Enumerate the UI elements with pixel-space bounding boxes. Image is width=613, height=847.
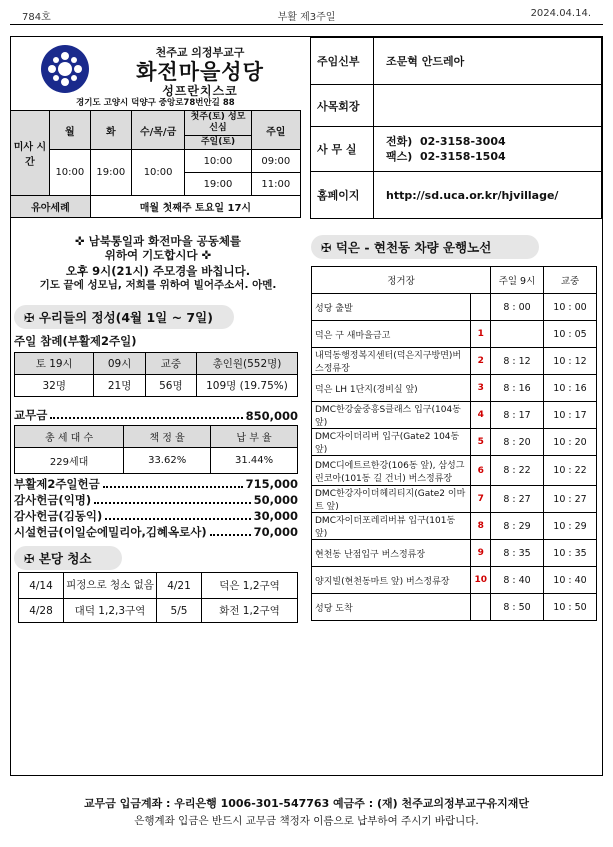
shuttle-stop-name: 내덕동행정복지센터(덕은지구방면)버스정류장	[312, 348, 471, 375]
offering-title	[14, 305, 234, 329]
tithe-value: 33.62%	[124, 448, 211, 474]
church-logo-icon	[40, 44, 90, 94]
cleaning-cell: 4/14	[19, 573, 64, 599]
prayer-line: 오후 9시(21시) 주모경을 바칩니다.	[65, 264, 251, 278]
cross-icon: ✠	[321, 240, 332, 255]
shuttle-stop-number: 5	[471, 429, 491, 456]
shuttle-stop-row	[312, 594, 597, 621]
shuttle-stop-number	[471, 294, 491, 321]
shuttle-time-main: 10 : 27	[544, 486, 597, 513]
tithe-label: 교무금	[14, 408, 48, 422]
phone-number: 02-3158-3004	[419, 135, 506, 148]
tithe-value: 31.44%	[211, 448, 298, 474]
offering-items	[14, 476, 298, 540]
att-value: 21명	[94, 375, 145, 397]
offering-item	[14, 492, 298, 508]
mass-header: 주일	[251, 111, 300, 150]
shuttle-stop-number: 3	[471, 375, 491, 402]
offering-item-label: 감사헌금(김동익)	[14, 509, 103, 523]
offering-item-label: 시설헌금(이일순에밀리아,김혜옥로사)	[14, 525, 207, 539]
tithe-header: 총 세 대 수	[15, 426, 124, 448]
shuttle-time-9: 8 : 12	[491, 348, 544, 375]
offering-item-value: 30,000	[253, 509, 298, 523]
cleaning-title	[14, 546, 122, 570]
shuttle-stop-row	[312, 540, 597, 567]
mass-time: 10:00	[49, 150, 90, 196]
mass-header: 월	[49, 111, 90, 150]
tithe-value: 229세대	[15, 448, 124, 474]
shuttle-time-9: 8 : 29	[491, 513, 544, 540]
offering-item-value: 715,000	[245, 477, 298, 491]
shuttle-stop-row	[312, 321, 597, 348]
council-label: 사목회장	[311, 85, 374, 127]
shuttle-stop-name: 성당 출발	[312, 294, 471, 321]
shuttle-stop-number: 10	[471, 567, 491, 594]
shuttle-time-9: 8 : 16	[491, 375, 544, 402]
header-rule	[10, 24, 603, 25]
church-name: 화전마을성당	[136, 60, 264, 84]
cleaning-cell: 피정으로 청소 없음	[64, 573, 157, 599]
offering-item-label: 부활제2주일헌금	[14, 477, 100, 491]
shuttle-time-9: 8 : 35	[491, 540, 544, 567]
shuttle-stop-name: DMC디에트르한강(106동 앞), 삼성그린코아(101동 길 건너) 버스정류장	[312, 456, 471, 486]
mass-time: 19:00	[185, 173, 251, 196]
shuttle-title-text: 덕은 - 현천동 차량 운행노선	[335, 240, 492, 255]
prayer-line: ✜ 남북통일과 화전마을 공동체를	[74, 234, 242, 248]
att-header: 교중	[145, 353, 196, 375]
cleaning-cell: 덕은 1,2구역	[202, 573, 298, 599]
fax-label: 팩스)	[386, 150, 413, 163]
offering-item-label: 감사헌금(익명)	[14, 493, 92, 507]
homepage-label: 홈페이지	[311, 172, 374, 219]
info-table	[310, 37, 602, 219]
att-value: 32명	[15, 375, 94, 397]
issue-number: 784호	[22, 12, 51, 23]
mass-label: 미사 시간	[11, 111, 50, 196]
shuttle-time-main: 10 : 16	[544, 375, 597, 402]
phone-label: 전화)	[386, 135, 413, 148]
prayer-line: 위하여 기도합시다 ✜	[104, 248, 212, 262]
mass-time: 11:00	[251, 173, 300, 196]
att-header: 토 19시	[15, 353, 94, 375]
shuttle-stop-number: 2	[471, 348, 491, 375]
shuttle-stop-number	[471, 594, 491, 621]
shuttle-time-main: 10 : 40	[544, 567, 597, 594]
shuttle-stop-name: 덕은 LH 1단지(경비실 앞)	[312, 375, 471, 402]
shuttle-stop-name: 현천동 난점입구 버스정류장	[312, 540, 471, 567]
shuttle-time-main: 10 : 17	[544, 402, 597, 429]
shuttle-header: 교중	[544, 267, 597, 294]
tithe-header: 납 부 율	[211, 426, 298, 448]
shuttle-time-main: 10 : 12	[544, 348, 597, 375]
shuttle-stop-number: 1	[471, 321, 491, 348]
mass-header: 수/목/금	[131, 111, 185, 150]
shuttle-header: 정거장	[312, 267, 491, 294]
shuttle-stop-row	[312, 513, 597, 540]
shuttle-stop-name: DMC자이더포레리버뷰 입구(101동 앞)	[312, 513, 471, 540]
shuttle-header: 주일 9시	[491, 267, 544, 294]
cleaning-cell: 화전 1,2구역	[202, 599, 298, 623]
shuttle-time-9: 8 : 00	[491, 294, 544, 321]
office-label: 사 무 실	[311, 127, 374, 172]
footer-account: 교무금 입금계좌 : 우리은행 1006-301-547763 예금주 : (재) 천주교의정부교구유지재단	[83, 797, 530, 810]
prayer-block	[14, 234, 302, 292]
shuttle-time-9: 8 : 17	[491, 402, 544, 429]
shuttle-stop-name: DMC한강자이더헤리티지(Gate2 이마트 앞)	[312, 486, 471, 513]
shuttle-stop-name: DMC한강숲중흥S클래스 입구(104동 앞)	[312, 402, 471, 429]
cleaning-cell: 4/28	[19, 599, 64, 623]
cleaning-table	[18, 572, 298, 623]
shuttle-stop-name: 양지빌(현천동마트 앞) 버스정류장	[312, 567, 471, 594]
cleaning-cell: 5/5	[157, 599, 202, 623]
shuttle-time-main: 10 : 20	[544, 429, 597, 456]
shuttle-time-9: 8 : 50	[491, 594, 544, 621]
shuttle-time-main: 10 : 00	[544, 294, 597, 321]
infant-baptism-label: 유아세례	[11, 196, 91, 218]
shuttle-stop-row	[312, 294, 597, 321]
shuttle-time-main: 10 : 05	[544, 321, 597, 348]
mass-header-firstsat: 첫주(토) 성모신심	[185, 111, 250, 136]
shuttle-time-9	[491, 321, 544, 348]
shuttle-table	[311, 266, 597, 621]
pastor-value: 조문혁 안드레아	[374, 38, 602, 85]
cross-icon: ✠	[24, 551, 35, 566]
homepage-link[interactable]: http://sd.uca.or.kr/hjvillage/	[374, 172, 602, 219]
shuttle-title	[311, 235, 539, 259]
att-value: 109명 (19.75%)	[197, 375, 298, 397]
infant-baptism-value: 매월 첫째주 토요일 17시	[90, 196, 300, 218]
shuttle-stop-row	[312, 402, 597, 429]
shuttle-stop-row	[312, 348, 597, 375]
cleaning-cell: 대덕 1,2,3구역	[64, 599, 157, 623]
offering-item-value: 70,000	[253, 525, 298, 539]
shuttle-stop-number: 8	[471, 513, 491, 540]
council-value	[374, 85, 602, 127]
mass-time: 10:00	[131, 150, 185, 196]
att-header: 총인원(552명)	[197, 353, 298, 375]
shuttle-stop-name: 덕은 구 새마을금고	[312, 321, 471, 348]
attendance-label: 주일 참례(부활제2주일)	[14, 334, 137, 348]
tithe-header: 책 정 율	[124, 426, 211, 448]
shuttle-time-9: 8 : 27	[491, 486, 544, 513]
att-header: 09시	[94, 353, 145, 375]
shuttle-stop-row	[312, 567, 597, 594]
offering-item	[14, 524, 298, 540]
shuttle-stop-row	[312, 375, 597, 402]
fax-number: 02-3158-1504	[419, 150, 506, 163]
shuttle-time-9: 8 : 20	[491, 429, 544, 456]
shuttle-stop-number: 7	[471, 486, 491, 513]
prayer-line: 기도 끝에 성모님, 저희를 위하여 빌어주소서. 아멘.	[39, 279, 277, 291]
shuttle-stop-row	[312, 429, 597, 456]
attendance-table	[14, 352, 298, 397]
tithe-value: 850,000	[245, 409, 298, 423]
shuttle-stop-row	[312, 456, 597, 486]
church-patron: 성프란치스코	[162, 84, 238, 98]
shuttle-stop-name: 성당 도착	[312, 594, 471, 621]
tithe-row	[14, 407, 298, 423]
church-org: 천주교 의정부교구	[155, 46, 245, 59]
offering-item-value: 50,000	[253, 493, 298, 507]
shuttle-time-main: 10 : 22	[544, 456, 597, 486]
shuttle-stop-name: DMC자이더리버 입구(Gate2 104동 앞)	[312, 429, 471, 456]
mass-header-sat: 주일(토)	[200, 137, 236, 147]
tithe-table	[14, 425, 298, 474]
mass-time: 10:00	[185, 150, 251, 173]
cross-icon: ✠	[24, 310, 35, 325]
mass-time: 19:00	[90, 150, 131, 196]
mass-header: 화	[90, 111, 131, 150]
offering-item	[14, 476, 298, 492]
cleaning-title-text: 본당 청소	[38, 551, 92, 566]
week-title: 부활 제3주일	[277, 12, 336, 23]
shuttle-time-main: 10 : 50	[544, 594, 597, 621]
shuttle-stop-number: 9	[471, 540, 491, 567]
shuttle-stop-number: 4	[471, 402, 491, 429]
shuttle-time-main: 10 : 35	[544, 540, 597, 567]
shuttle-stop-number: 6	[471, 456, 491, 486]
church-address: 경기도 고양시 덕양구 중앙로78번안길 88	[76, 98, 235, 108]
shuttle-time-9: 8 : 22	[491, 456, 544, 486]
shuttle-time-9: 8 : 40	[491, 567, 544, 594]
att-value: 56명	[145, 375, 196, 397]
mass-schedule-table	[10, 110, 301, 218]
shuttle-stop-row	[312, 486, 597, 513]
bulletin-date: 2024.04.14.	[530, 8, 591, 19]
mass-time: 09:00	[251, 150, 300, 173]
offering-title-text: 우리들의 정성(4월 1일 ~ 7일)	[38, 310, 213, 325]
cleaning-cell: 4/21	[157, 573, 202, 599]
offering-item	[14, 508, 298, 524]
footer-note: 은행계좌 입금은 반드시 교무금 책정자 이름으로 납부하여 주시기 바랍니다.	[134, 815, 479, 827]
shuttle-time-main: 10 : 29	[544, 513, 597, 540]
pastor-label: 주임신부	[311, 38, 374, 85]
